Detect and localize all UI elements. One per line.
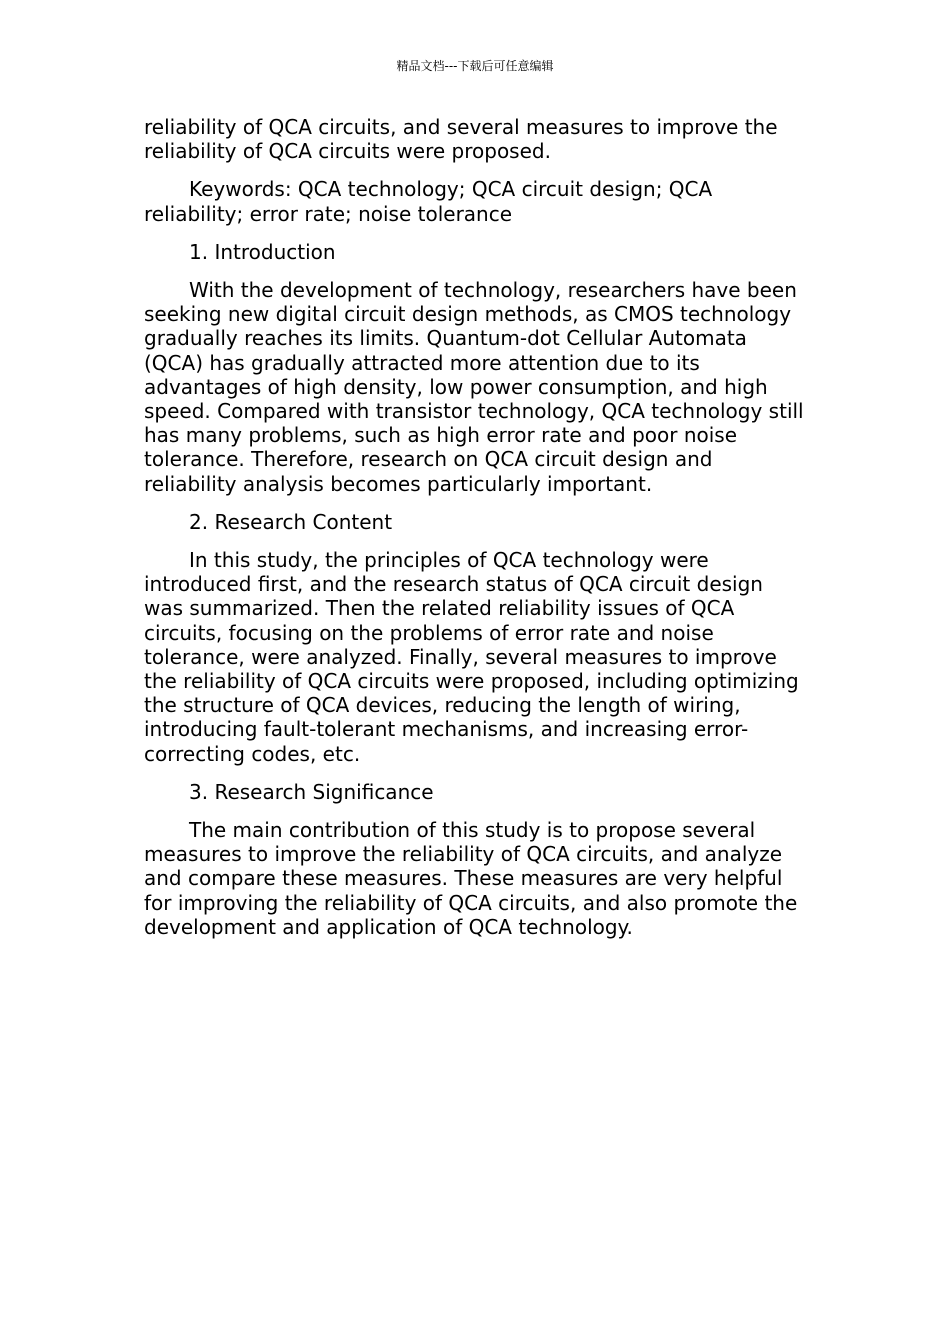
paragraph-keywords: Keywords: QCA technology; QCA circuit design; QCA reliability; error rate; noise tolerance [144, 177, 713, 226]
section-heading-research-content: 2. Research Content [189, 509, 393, 534]
paragraph-introduction: With the development of technology, researchers have been seeking new digital circuit design methods, as CMOS technology gradually reaches its limits. Quantum-dot Cellular Automata (QCA) has gradually attracted more attention due to its advantages of high density, low power consumption, and high speed. Compared with transistor technology, QCA technology still has many problems, such as high error rate and poor noise tolerance. Therefore, research on QCA circuit design and reliability analysis becomes particularly important. [144, 278, 804, 496]
page-header: 精品文档---下载后可任意编辑 [396, 59, 554, 73]
document-body [144, 115, 808, 953]
section-heading-introduction: 1. Introduction [189, 239, 336, 264]
paragraph-research-content: In this study, the principles of QCA technology were introduced first, and the research status of QCA circuit design was summarized. Then the related reliability issues of QCA circuits, focusing on the problems of error rate and noise tolerance, were analyzed. Finally, several measures to improve the reliability of QCA circuits were proposed, including optimizing the structure of QCA devices, reducing the length of wiring, introducing fault-tolerant mechanisms, and increasing error-correcting codes, etc. [144, 548, 799, 766]
paragraph-abstract-continuation: reliability of QCA circuits, and several measures to improve the reliability of QCA circuits were proposed. [144, 115, 778, 164]
paragraph-research-significance: The main contribution of this study is to propose several measures to improve the reliability of QCA circuits, and analyze and compare these measures. These measures are very helpful for improving the reliability of QCA circuits, and also promote the development and application of QCA technology. [144, 818, 798, 939]
section-heading-research-significance: 3. Research Significance [189, 779, 434, 804]
